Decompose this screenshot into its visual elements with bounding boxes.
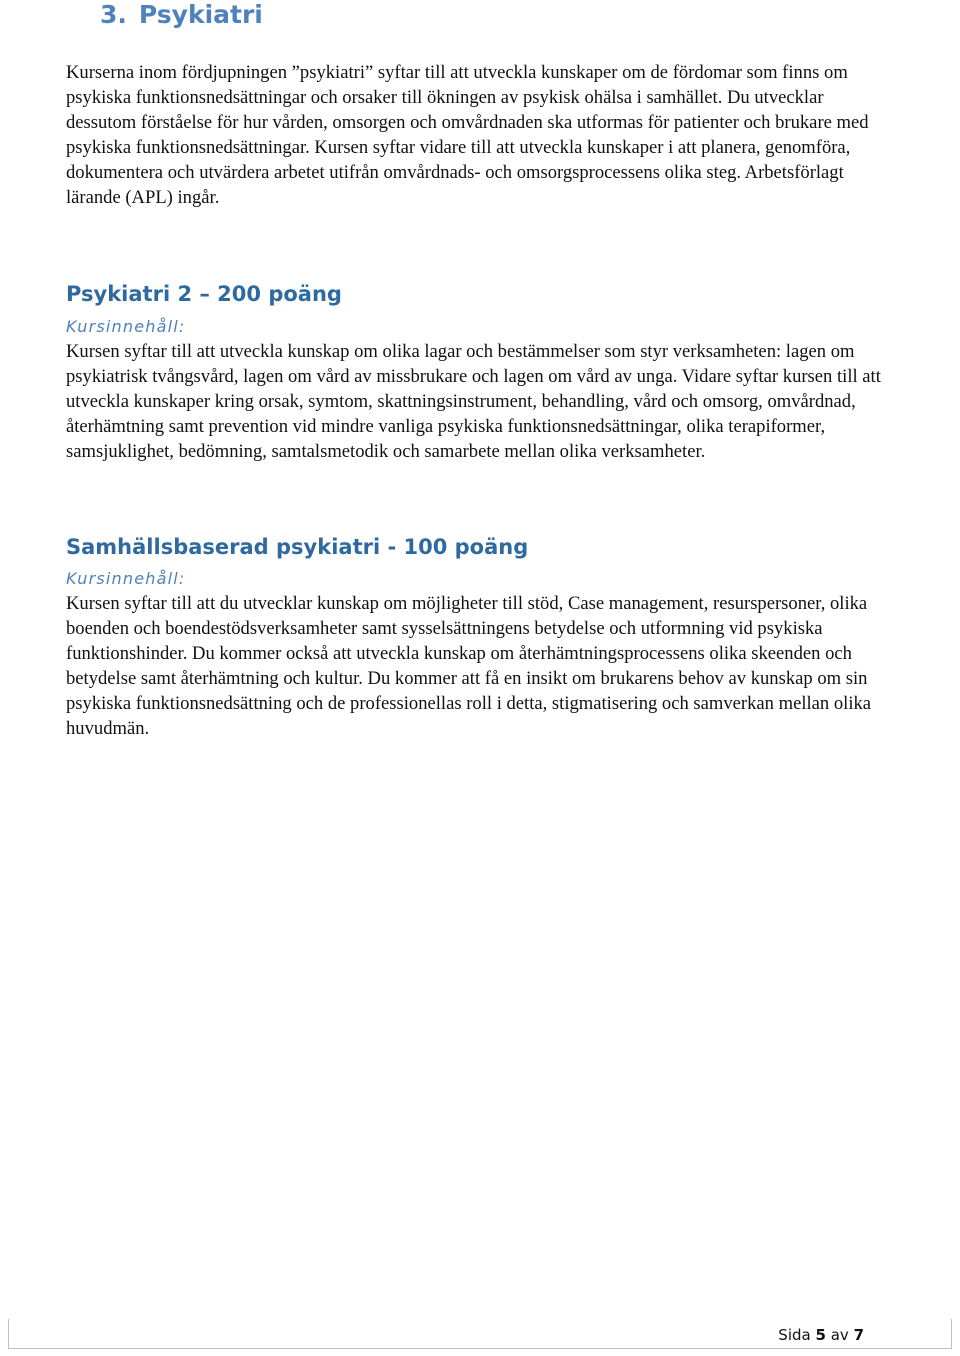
footer-border-left (8, 1319, 16, 1349)
of-word: av (830, 1326, 849, 1344)
chapter-title-text: Psykiatri (138, 0, 263, 29)
course-heading-psykiatri-2: Psykiatri 2 – 200 poäng (66, 282, 342, 306)
current-page-number: 5 (815, 1326, 826, 1344)
course-description-samhallsbaserad-psykiatri: Kursen syftar till att du utvecklar kunskap om möjligheter till stöd, Case management, resurspersoner, olika boenden och boendestödsverksamheter samt sysselsättningens betydelse och utformning vid psykiska funktionshinder. Du kommer också att utveckla kunskap om återhämtningsprocessens olika skeenden och betydelse samt återhämtning och kultur. Du kommer att få en insikt om brukarens behov av kunskap om sin psykiska funktionsnedsättning och de professionellas roll i detta, stigmatisering och samverkan mellan olika huvudmän. (66, 593, 872, 739)
course-content-label: Kursinnehåll: (66, 317, 186, 336)
page-number (778, 1325, 864, 1345)
intro-paragraph: Kurserna inom fördjupningen ”psykiatri” syftar till att utveckla kunskaper om de fördomar som finns om psykiska funktionsnedsättningar och orsaker till ökningen av psykisk ohälsa i samhället. Du utvecklar dessutom förståelse för hur vården, omsorgen och omvårdnaden ska utformas för patienter och brukare med psykiska funktionsnedsättningar. Kursen syftar vidare till att utveckla kunskaper i att planera, genomföra, dokumentera och utvärdera arbetet utifrån omvårdnads- och omsorgsprocessens olika steg. Arbetsförlagt lärande (APL) ingår. (66, 62, 869, 208)
total-pages-number: 7 (853, 1326, 864, 1344)
chapter-title (100, 0, 263, 30)
chapter-number: 3. (100, 0, 127, 29)
course-heading-samhallsbaserad-psykiatri: Samhällsbaserad psykiatri - 100 poäng (66, 535, 529, 559)
course-description-psykiatri-2: Kursen syftar till att utveckla kunskap om olika lagar och bestämmelser som styr verksamheten: lagen om psykiatrisk tvångsvård, lagen om vård av missbrukare och lagen om vård av unga. Vidare syftar kursen till att utveckla kunskaper kring orsak, symtom, skattningsinstrument, behandling, vård och omsorg, omvårdnad, återhämtning samt prevention vid mindre vanliga psykiska funktionsnedsättningar, olika terapiformer, samsjuklighet, bedömning, samtalsmetodik och samarbete mellan olika verksamheter. (66, 341, 881, 462)
footer-border-right (944, 1319, 952, 1349)
course-content-label: Kursinnehåll: (66, 569, 186, 588)
footer-border-line (8, 1348, 952, 1349)
page-word: Sida (778, 1326, 811, 1344)
